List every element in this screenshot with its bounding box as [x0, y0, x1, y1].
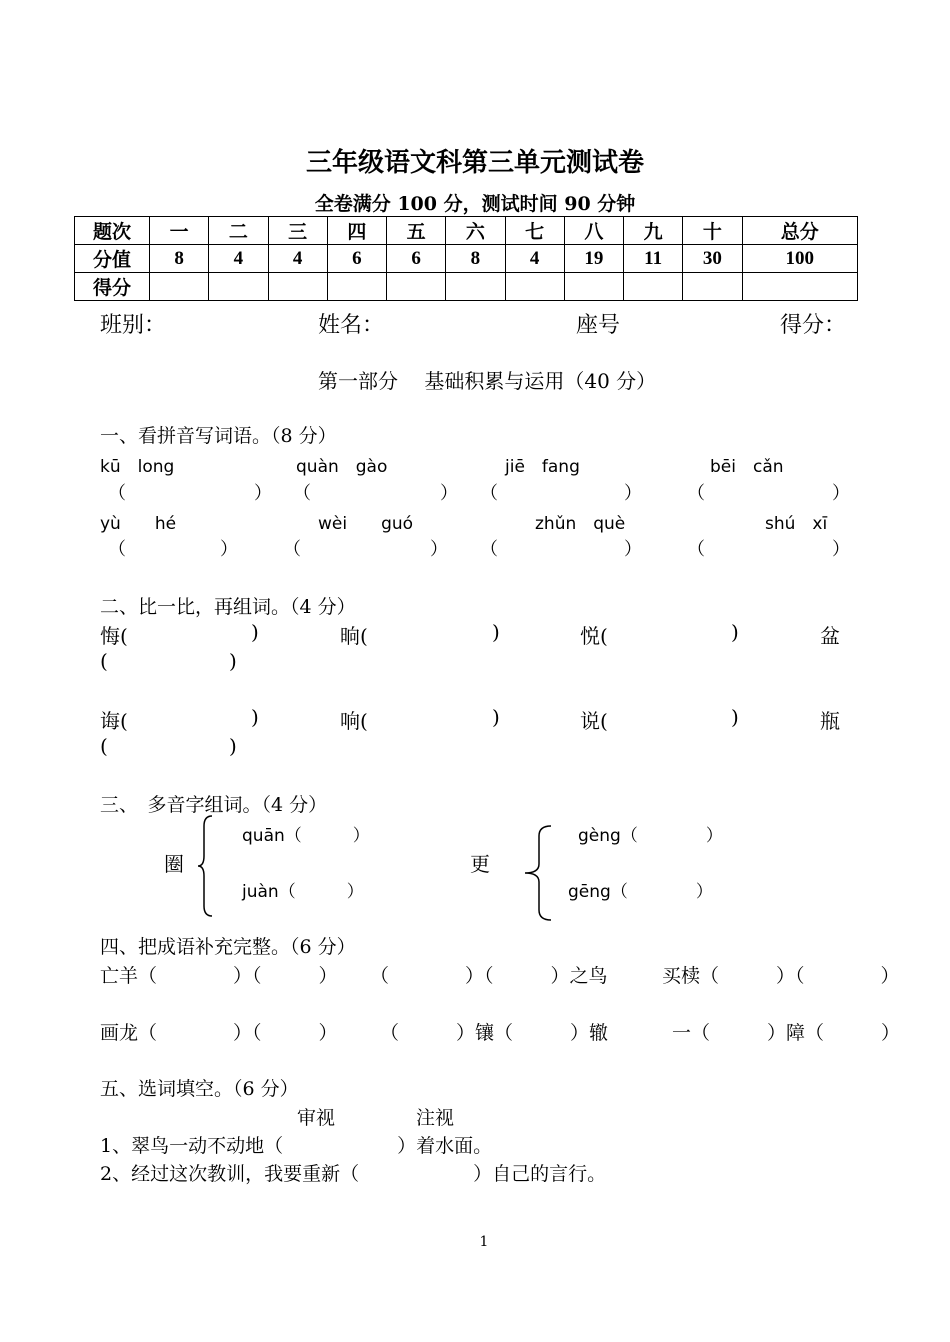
table-cell: 6	[327, 245, 386, 273]
table-cell: 八	[564, 217, 623, 245]
answer-open-paren: （	[108, 539, 126, 560]
score-entry-cell[interactable]	[387, 273, 446, 301]
fill-blank-item: 1、翠鸟一动不动地（ ）着水面。	[100, 1135, 493, 1157]
answer-close-paren: )	[251, 705, 259, 729]
pinyin-text: kū long	[100, 457, 175, 477]
table-cell: 五	[387, 217, 446, 245]
compare-item: 盆	[820, 624, 840, 648]
table-row	[75, 273, 858, 301]
pinyin-reading: juàn（ ）	[242, 882, 364, 902]
score-entry-cell[interactable]	[209, 273, 268, 301]
word-option: 审视	[297, 1107, 336, 1129]
table-cell: 二	[209, 217, 268, 245]
compare-item: 悔(	[100, 624, 128, 648]
answer-close-paren: ）	[832, 483, 850, 504]
answer-close-paren: )	[251, 620, 259, 644]
answer-open-paren: （	[480, 539, 498, 560]
table-cell: 4	[268, 245, 327, 273]
pinyin-text: jiē fang	[505, 457, 580, 477]
answer-close-paren: )	[492, 705, 500, 729]
answer-close-paren: ）	[832, 539, 850, 560]
answer-close-paren: )	[731, 620, 739, 644]
table-cell: 四	[327, 217, 386, 245]
pinyin-text: yù hé	[100, 514, 177, 534]
pinyin-reading: gèng（ ）	[578, 826, 723, 846]
score-entry-cell[interactable]	[624, 273, 683, 301]
answer-open-paren: （	[293, 483, 311, 504]
answer-close-paren: )	[229, 734, 237, 758]
answer-close-paren: ）	[624, 483, 642, 504]
pinyin-reading: gēng（ ）	[568, 882, 713, 902]
idiom-item: 一（ ）障（ ）	[672, 1022, 901, 1044]
table-cell: 30	[683, 245, 742, 273]
question-1-heading: 一、看拼音写词语。（8 分）	[100, 425, 337, 447]
table-cell: 得分	[75, 273, 150, 301]
answer-open-paren: （	[108, 483, 126, 504]
table-cell: 十	[683, 217, 742, 245]
score-table	[74, 216, 858, 301]
table-cell: 九	[624, 217, 683, 245]
answer-close-paren: ）	[220, 539, 238, 560]
score-entry-cell[interactable]	[742, 273, 858, 301]
answer-close-paren: )	[229, 649, 237, 673]
answer-open-paren: (	[100, 649, 108, 673]
score-entry-cell[interactable]	[446, 273, 505, 301]
table-cell: 8	[150, 245, 209, 273]
idiom-item: 画龙（ ）（ ）	[100, 1022, 338, 1044]
idiom-item: 买椟（ ）（ ）	[662, 965, 900, 987]
pinyin-text: bēi cǎn	[710, 457, 784, 477]
question-5-heading: 五、选词填空。（6 分）	[100, 1078, 299, 1100]
compare-item: 响(	[340, 709, 368, 733]
pinyin-text: shú xī	[765, 514, 828, 534]
table-cell: 题次	[75, 217, 150, 245]
question-2-heading: 二、比一比，再组词。（4 分）	[100, 596, 356, 618]
seat-label: 座号	[576, 313, 621, 338]
part-heading: 第一部分 基础积累与运用（40 分）	[318, 369, 657, 393]
answer-close-paren: ）	[624, 539, 642, 560]
answer-open-paren: （	[687, 539, 705, 560]
pinyin-text: quàn gào	[296, 457, 388, 477]
compare-item: 悦(	[580, 624, 608, 648]
class-label: 班别：	[100, 313, 167, 338]
table-cell: 七	[505, 217, 564, 245]
idiom-item: （ ）镶（ ）辙	[380, 1022, 609, 1044]
polyphone-char: 更	[470, 852, 490, 876]
table-cell: 4	[505, 245, 564, 273]
score-entry-cell[interactable]	[150, 273, 209, 301]
answer-close-paren: ）	[440, 483, 458, 504]
compare-item: 诲(	[100, 709, 128, 733]
table-cell: 6	[387, 245, 446, 273]
table-cell: 100	[742, 245, 858, 273]
score-entry-cell[interactable]	[268, 273, 327, 301]
answer-close-paren: )	[492, 620, 500, 644]
idiom-item: （ ）（ ）之鸟	[370, 965, 608, 987]
score-entry-cell[interactable]	[327, 273, 386, 301]
table-cell: 三	[268, 217, 327, 245]
left-brace-icon	[196, 814, 216, 918]
left-brace-icon	[521, 824, 553, 922]
table-cell: 4	[209, 245, 268, 273]
answer-open-paren: （	[480, 483, 498, 504]
table-cell: 六	[446, 217, 505, 245]
score-entry-cell[interactable]	[683, 273, 742, 301]
compare-item: 晌(	[340, 624, 368, 648]
question-4-heading: 四、把成语补充完整。（6 分）	[100, 936, 356, 958]
polyphone-char: 圈	[164, 852, 184, 876]
table-cell: 8	[446, 245, 505, 273]
pinyin-text: wèi guó	[318, 514, 414, 534]
answer-close-paren: ）	[430, 539, 448, 560]
table-cell: 19	[564, 245, 623, 273]
page-subtitle: 全卷满分 100 分，测试时间 90 分钟	[314, 193, 636, 215]
page-number: 1	[479, 1234, 489, 1250]
idiom-item: 亡羊（ ）（ ）	[100, 965, 338, 987]
answer-close-paren: )	[731, 705, 739, 729]
table-cell: 总分	[742, 217, 858, 245]
answer-open-paren: (	[100, 734, 108, 758]
name-label: 姓名：	[318, 313, 385, 338]
table-cell: 11	[624, 245, 683, 273]
answer-close-paren: ）	[254, 483, 272, 504]
answer-open-paren: （	[283, 539, 301, 560]
table-row	[75, 245, 858, 273]
word-option: 注视	[416, 1107, 455, 1129]
compare-item: 瓶	[820, 709, 840, 733]
table-cell: 分值	[75, 245, 150, 273]
question-3-heading: 三、 多音字组词。（4 分）	[100, 794, 328, 816]
compare-item: 说(	[580, 709, 608, 733]
table-cell: 一	[150, 217, 209, 245]
score-entry-cell[interactable]	[564, 273, 623, 301]
score-label: 得分：	[780, 313, 847, 338]
fill-blank-item: 2、经过这次教训，我要重新（ ）自己的言行。	[100, 1163, 607, 1185]
score-entry-cell[interactable]	[505, 273, 564, 301]
pinyin-reading: quān（ ）	[242, 826, 370, 846]
table-row	[75, 217, 858, 245]
page-title: 三年级语文科第三单元测试卷	[305, 148, 644, 178]
answer-open-paren: （	[687, 483, 705, 504]
pinyin-text: zhǔn què	[535, 514, 626, 534]
